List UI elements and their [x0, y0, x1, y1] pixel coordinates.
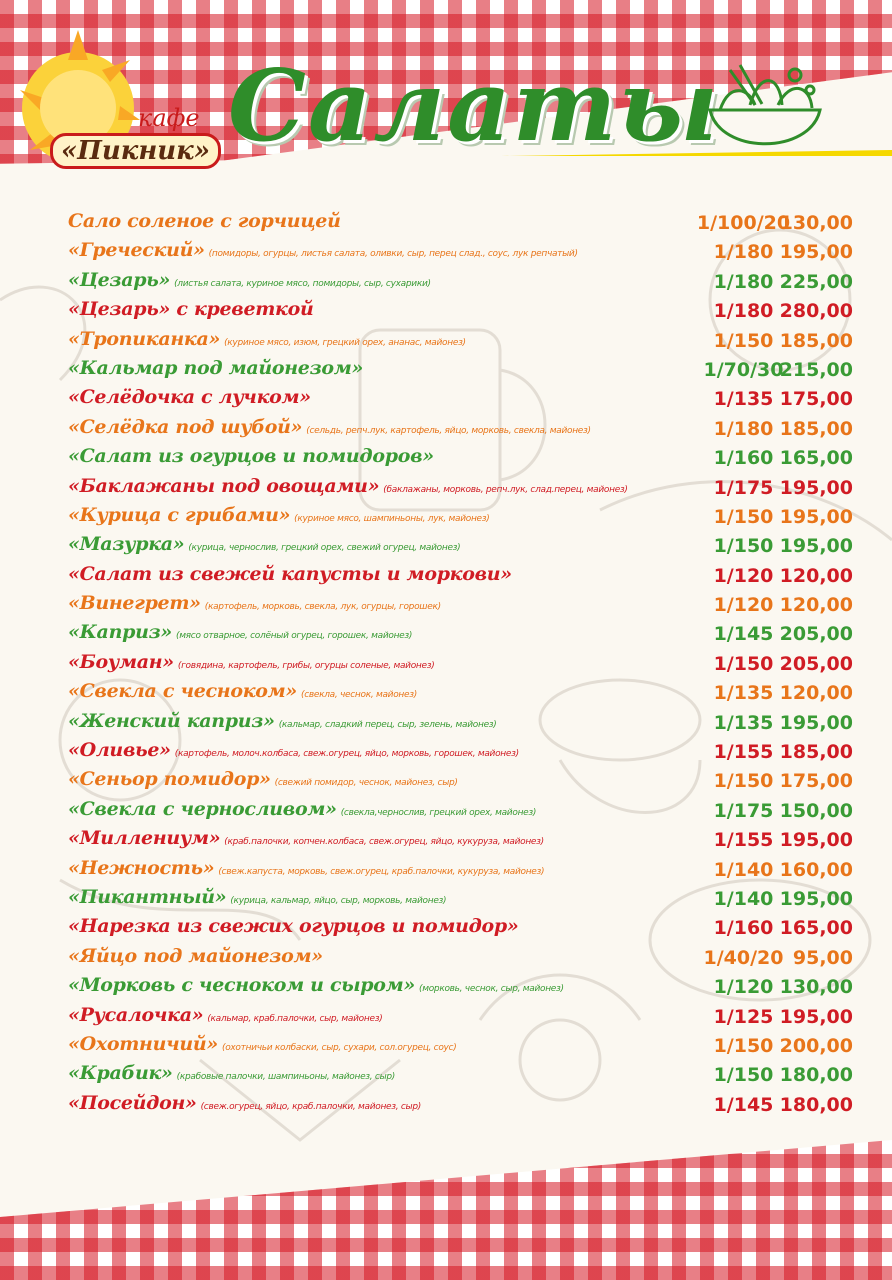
menu-item-price: 175,00 [779, 388, 853, 411]
menu-item-title: «Пикантный» [68, 885, 227, 908]
menu-item-name [68, 1062, 395, 1084]
menu-item [68, 737, 853, 766]
menu-item-weight: 1/135 [713, 682, 774, 705]
menu-item-title: «Цезарь» с креветкой [68, 298, 314, 321]
menu-item-weight: 1/70/30 [703, 358, 784, 381]
menu-item-description: (свекла, чеснок, майонез) [300, 690, 417, 701]
menu-item-price: 225,00 [779, 270, 853, 293]
menu-item-price: 150,00 [779, 799, 853, 822]
menu-item [68, 1031, 853, 1060]
menu-item-price: 205,00 [779, 652, 853, 675]
menu-item-price: 120,00 [779, 682, 853, 705]
menu-item-title: «Винегрет» [68, 592, 201, 615]
menu-item-title: «Женский каприз» [68, 709, 275, 732]
menu-item-name [68, 563, 512, 585]
menu-item-description: (листья салата, куриное мясо, помидоры, сыр, сухарики) [174, 278, 431, 289]
menu-item-price: 195,00 [779, 887, 853, 910]
menu-item-weight: 1/160 [713, 447, 774, 470]
menu-item-name [68, 1033, 456, 1055]
menu-item-price: 280,00 [779, 300, 853, 323]
menu-item-name [68, 445, 434, 467]
menu-item [68, 237, 853, 266]
menu-item [68, 943, 853, 972]
salad-bowl-icon [700, 60, 830, 160]
menu-item-price: 165,00 [779, 917, 853, 940]
menu-item-description: (мясо отварное, солёный огурец, горошек, майонез) [175, 631, 413, 642]
menu-item-weight: 1/140 [713, 887, 774, 910]
menu-item [68, 913, 853, 942]
menu-item-name [68, 710, 497, 732]
menu-item [68, 678, 853, 707]
menu-item [68, 502, 853, 531]
menu-item-description: (крабовые палочки, шампиньоны, майонез, сыр) [176, 1072, 395, 1083]
menu-item-weight: 1/100/20 [696, 212, 791, 234]
menu-item-name [68, 328, 466, 350]
menu-item-name [68, 827, 544, 849]
menu-item-weight: 1/175 [713, 799, 774, 822]
menu-item-title: «Яйцо под майонезом» [68, 944, 323, 967]
menu-item-weight: 1/145 [713, 623, 774, 646]
menu-item-weight: 1/180 [713, 241, 774, 264]
menu-item-weight: 1/155 [713, 829, 774, 852]
menu-item [68, 619, 853, 648]
menu-item-name [68, 475, 628, 497]
menu-item [68, 766, 853, 795]
menu-item-price: 120,00 [779, 564, 853, 587]
menu-item-name [68, 857, 544, 879]
menu-item-name [68, 974, 564, 996]
menu-item-name [68, 798, 536, 820]
menu-item-name [68, 945, 323, 967]
menu-item-price: 195,00 [779, 505, 853, 528]
menu-item-title: «Боуман» [68, 650, 174, 673]
menu-item [68, 708, 853, 737]
menu-item-name [68, 1092, 421, 1114]
menu-item [68, 267, 853, 296]
menu-item-name [68, 533, 460, 555]
menu-item-weight: 1/175 [713, 476, 774, 499]
menu-item-name [68, 886, 446, 908]
menu-item-weight: 1/150 [713, 1034, 774, 1057]
menu-item-weight: 1/140 [713, 858, 774, 881]
menu-item-title: «Салат из огурцов и помидоров» [68, 445, 434, 468]
page-title: Салаты [228, 49, 721, 164]
menu-item-description: (картофель, морковь, свекла, лук, огурцы, горошек) [204, 602, 441, 613]
menu-item-description: (курица, кальмар, яйцо, сыр, морковь, майонез) [230, 895, 447, 906]
menu-item-weight: 1/135 [713, 388, 774, 411]
menu-item-price: 195,00 [779, 829, 853, 852]
menu-item [68, 590, 853, 619]
menu-item-price: 205,00 [779, 623, 853, 646]
menu-item [68, 296, 853, 325]
menu-item-price: 195,00 [779, 476, 853, 499]
menu-item-title: «Тропиканка» [68, 327, 221, 350]
menu-item-title: «Мазурка» [68, 533, 185, 556]
menu-item-name [68, 768, 458, 790]
menu-item [68, 1002, 853, 1031]
menu-item-price: 165,00 [779, 447, 853, 470]
menu-item-weight: 1/160 [713, 917, 774, 940]
menu-item [68, 796, 853, 825]
menu-item-price: 185,00 [779, 329, 853, 352]
menu-item-title: «Свекла с черносливом» [68, 797, 337, 820]
menu-item-price: 195,00 [779, 241, 853, 264]
menu-item-weight: 1/120 [713, 594, 774, 617]
menu-item-name [68, 592, 441, 614]
menu-item [68, 531, 853, 560]
menu-item-description: (курица, чернослив, грецкий орех, свежий огурец, майонез) [188, 543, 461, 554]
menu-item-price: 180,00 [779, 1064, 853, 1087]
menu-item-weight: 1/125 [713, 1005, 774, 1028]
menu-item [68, 443, 853, 472]
menu-item [68, 1090, 853, 1119]
menu-item-name [68, 386, 311, 408]
menu-item-weight: 1/150 [713, 329, 774, 352]
menu-item-title: Сало соленое с горчицей [68, 210, 341, 232]
menu-item-price: 160,00 [779, 858, 853, 881]
menu-item-title: «Селёдка под шубой» [68, 415, 303, 438]
menu-item [68, 649, 853, 678]
menu-item-weight: 1/145 [713, 1093, 774, 1116]
menu-item-title: «Оливье» [68, 739, 171, 762]
menu-item-description: (кальмар, краб.палочки, сыр, майонез) [207, 1013, 383, 1024]
menu-item-weight: 1/40/20 [703, 946, 784, 969]
menu-item-name [68, 915, 518, 937]
menu-item-price: 130,00 [779, 976, 853, 999]
menu-item-title: «Нарезка из свежих огурцов и помидор» [68, 915, 519, 938]
menu-item [68, 1060, 853, 1089]
menu-item-description: (морковь, чеснок, сыр, майонез) [419, 984, 564, 995]
menu-item-name [68, 239, 578, 261]
menu-item-price: 185,00 [779, 417, 853, 440]
menu-item [68, 208, 853, 237]
menu-item-price: 95,00 [792, 946, 853, 969]
menu-item-weight: 1/155 [713, 741, 774, 764]
menu-item [68, 825, 853, 854]
menu-item-name [68, 680, 417, 702]
menu-item-name [68, 269, 431, 291]
menu-item-description: (картофель, молоч.колбаса, свеж.огурец, яйцо, морковь, горошек, майонез) [174, 749, 519, 760]
menu-item-description: (свеж.огурец, яйцо, краб.палочки, майонез, сыр) [200, 1101, 421, 1112]
menu-item-weight: 1/150 [713, 652, 774, 675]
menu-item-description: (говядина, картофель, грибы, огурцы соленые, майонез) [177, 660, 435, 671]
menu-item-title: «Греческий» [68, 239, 205, 262]
menu-item-price: 195,00 [779, 535, 853, 558]
menu-item-title: «Нежность» [68, 856, 215, 879]
menu-item-name [68, 739, 519, 761]
menu-item-description: (свежий помидор, чеснок, майонез, сыр) [274, 778, 458, 789]
menu-item-name [68, 416, 591, 438]
menu-item-weight: 1/120 [713, 564, 774, 587]
menu-item-title: «Крабик» [68, 1062, 173, 1085]
menu-item-title: «Сеньор помидор» [68, 768, 271, 791]
logo-name-text: «Пикник» [50, 133, 221, 169]
menu-item [68, 355, 853, 384]
menu-item-description: (помидоры, огурцы, листья салата, оливки, сыр, перец слад., соус, лук репчатый) [208, 249, 578, 260]
menu-item-description: (кальмар, сладкий перец, сыр, зелень, майонез) [278, 719, 497, 730]
menu-item-name [68, 1004, 382, 1026]
cafe-logo [10, 20, 220, 180]
menu-item-name [68, 621, 412, 643]
menu-item-name [68, 651, 434, 673]
menu-item-title: «Цезарь» [68, 268, 171, 291]
menu-item-price: 185,00 [779, 741, 853, 764]
menu-item-title: «Кальмар под майонезом» [68, 356, 364, 379]
menu-item-weight: 1/150 [713, 505, 774, 528]
menu-item-price: 130,00 [779, 212, 853, 234]
menu-item-title: «Каприз» [68, 621, 172, 644]
menu-item-title: «Миллениум» [68, 827, 221, 850]
menu-item-price: 215,00 [779, 358, 853, 381]
menu-item-description: (свеж.капуста, морковь, свеж.огурец, краб.палочки, кукуруза, майонез) [218, 866, 545, 877]
menu-item-description: (сельдь, репч.лук, картофель, яйцо, морковь, свекла, майонез) [306, 425, 591, 436]
menu-item-price: 195,00 [779, 711, 853, 734]
menu-item [68, 384, 853, 413]
menu-item-weight: 1/135 [713, 711, 774, 734]
menu-item-name [68, 357, 363, 379]
menu-item [68, 972, 853, 1001]
menu-item-description: (куриное мясо, изюм, грецкий орех, ананас, майонез) [224, 337, 466, 348]
menu-item [68, 326, 853, 355]
menu-item-description: (свекла,чернослив, грецкий орех, майонез) [340, 807, 537, 818]
menu-item-price: 180,00 [779, 1093, 853, 1116]
menu-item-title: «Русалочка» [68, 1003, 204, 1026]
menu-item-title: «Охотничий» [68, 1032, 218, 1055]
menu-item-title: «Морковь с чесноком и сыром» [68, 974, 416, 997]
menu-item-title: «Баклажаны под овощами» [68, 474, 380, 497]
menu-item-title: «Курица с грибами» [68, 503, 291, 526]
menu-item-name [68, 504, 489, 526]
menu-item-weight: 1/180 [713, 270, 774, 293]
menu-item-weight: 1/150 [713, 770, 774, 793]
menu-item-description: (куриное мясо, шампиньоны, лук, майонез) [294, 513, 490, 524]
menu-item-title: «Свекла с чесноком» [68, 680, 297, 703]
menu-item [68, 884, 853, 913]
menu-item-title: «Салат из свежей капусты и моркови» [68, 562, 512, 585]
menu-item [68, 561, 853, 590]
menu-item-price: 175,00 [779, 770, 853, 793]
menu-item-weight: 1/120 [713, 976, 774, 999]
menu-item [68, 855, 853, 884]
menu-item-description: (баклажаны, морковь, репч.лук, слад.перец, майонез) [383, 484, 628, 495]
menu-item-price: 120,00 [779, 594, 853, 617]
menu-item-price: 200,00 [779, 1034, 853, 1057]
menu-item-weight: 1/180 [713, 300, 774, 323]
salad-menu-list [68, 208, 853, 1119]
menu-item-weight: 1/150 [713, 1064, 774, 1087]
menu-item-name [68, 210, 341, 232]
logo-kafe-text: кафе [138, 104, 200, 132]
menu-item-weight: 1/180 [713, 417, 774, 440]
menu-item-title: «Селёдочка с лучком» [68, 386, 311, 409]
menu-item [68, 473, 853, 502]
menu-item-price: 195,00 [779, 1005, 853, 1028]
menu-item-title: «Посейдон» [68, 1091, 197, 1114]
menu-item-name [68, 298, 314, 320]
menu-item [68, 414, 853, 443]
menu-item-description: (краб.палочки, копчен.колбаса, свеж.огурец, яйцо, кукуруза, майонез) [224, 837, 544, 848]
menu-item-weight: 1/150 [713, 535, 774, 558]
menu-item-description: (охотничьи колбаски, сыр, сухари, сол.огурец, соус) [221, 1042, 457, 1053]
